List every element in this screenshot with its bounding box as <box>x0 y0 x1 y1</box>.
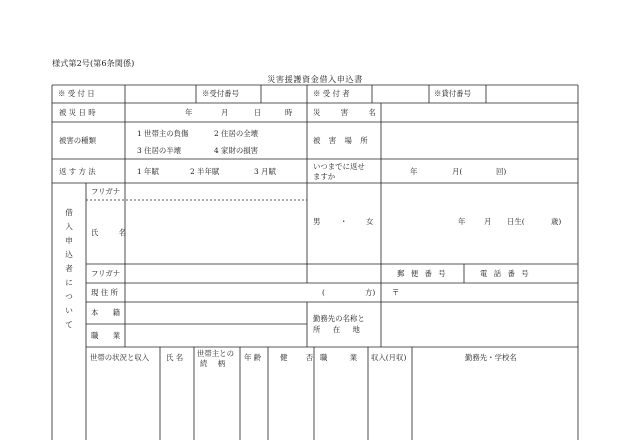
address-paren-close: 方) <box>365 288 376 297</box>
household-health-header: 健 否 <box>280 353 322 362</box>
section-char-2: 入 <box>65 222 73 231</box>
address-label: 現 住 所 <box>91 288 118 297</box>
disaster-date-label: 被 災 日 時 <box>59 108 96 117</box>
sex-dot: ・ <box>340 217 348 226</box>
domicile-label: 本 籍 <box>91 308 127 317</box>
disaster-month-unit: 月 <box>221 108 229 117</box>
birth-month-unit: 月 <box>484 217 492 226</box>
disaster-year-unit: 年 <box>185 108 193 117</box>
repay-option-3: 3 月賦 <box>254 167 276 176</box>
repay-times-unit: 回) <box>496 167 507 176</box>
repay-month-unit: 月( <box>452 167 463 176</box>
form-number: 様式第2号(第6条関係) <box>52 58 135 68</box>
occupation-label: 職 業 <box>91 331 127 340</box>
section-char-5: 者 <box>65 264 73 273</box>
household-name-header: 氏 名 <box>166 353 184 362</box>
repay-option-1: 1 年賦 <box>137 167 159 176</box>
section-char-7: つ <box>65 292 73 301</box>
section-char-6: に <box>65 278 73 287</box>
repay-option-2: 2 半年賦 <box>190 167 220 176</box>
household-occupation-header: 職 業 <box>320 353 368 362</box>
section-char-9: て <box>65 320 73 329</box>
section-char-1: 借 <box>65 208 73 217</box>
section-char-4: 込 <box>65 250 73 259</box>
workplace-label-2: 所 在 地 <box>313 325 365 334</box>
household-status-header: 世帯の状況と収入 <box>90 353 150 362</box>
section-char-3: 申 <box>65 236 73 245</box>
phone-number-label: 電 話 番 号 <box>480 269 531 278</box>
repay-until-label-1: いつまでに返せ <box>313 162 365 171</box>
address-paren-open: ( <box>322 288 325 297</box>
repay-year-unit: 年 <box>410 167 418 176</box>
birth-day-unit: 日生( <box>507 217 525 226</box>
receipt-date-label: ※ 受 付 日 <box>58 89 95 98</box>
postal-code-label: 郵 便 番 号 <box>397 269 448 278</box>
loan-number-label: ※貸付番号 <box>434 89 471 98</box>
damage-option-1: 1 世帯主の負傷 <box>137 129 189 138</box>
furigana-label: フリガナ <box>91 187 121 196</box>
disaster-name-label: 災 害 名 <box>313 108 385 117</box>
household-workplace-header: 勤務先・学校名 <box>465 353 517 362</box>
household-age-header: 年 齢 <box>244 353 262 362</box>
damage-type-label: 被害の種類 <box>59 136 96 145</box>
household-income-header: 収入(月収) <box>371 353 407 362</box>
disaster-hour-unit: 時 <box>285 108 293 117</box>
disaster-day-unit: 日 <box>254 108 262 117</box>
postal-mark: 〒 <box>392 288 400 297</box>
age-unit: 歳) <box>551 217 562 226</box>
repay-until-label-2: ますか <box>313 172 336 181</box>
sex-male: 男 <box>313 217 321 226</box>
form-title: 災害援護資金借入申込書 <box>267 74 363 84</box>
damage-option-2: 2 住居の全壊 <box>214 129 259 138</box>
damage-option-4: 4 家財の損害 <box>214 146 259 155</box>
damage-option-3: 3 住居の半壊 <box>137 146 182 155</box>
workplace-label-1: 勤務先の名称と <box>313 314 365 323</box>
receiver-label: ※ 受 付 者 <box>313 89 350 98</box>
repay-method-label: 返 す 方 法 <box>59 167 96 176</box>
receipt-number-label: ※受付番号 <box>202 89 239 98</box>
damage-place-label: 被 害 場 所 <box>313 136 371 145</box>
household-relation-header-1: 世帯主との <box>197 349 234 358</box>
birth-year-unit: 年 <box>458 217 466 226</box>
name-label: 氏 名 <box>91 228 136 237</box>
furigana-label-2: フリガナ <box>91 269 121 278</box>
household-relation-header-2: 続 柄 <box>200 359 230 368</box>
sex-female: 女 <box>366 217 374 226</box>
section-char-8: い <box>65 306 73 315</box>
